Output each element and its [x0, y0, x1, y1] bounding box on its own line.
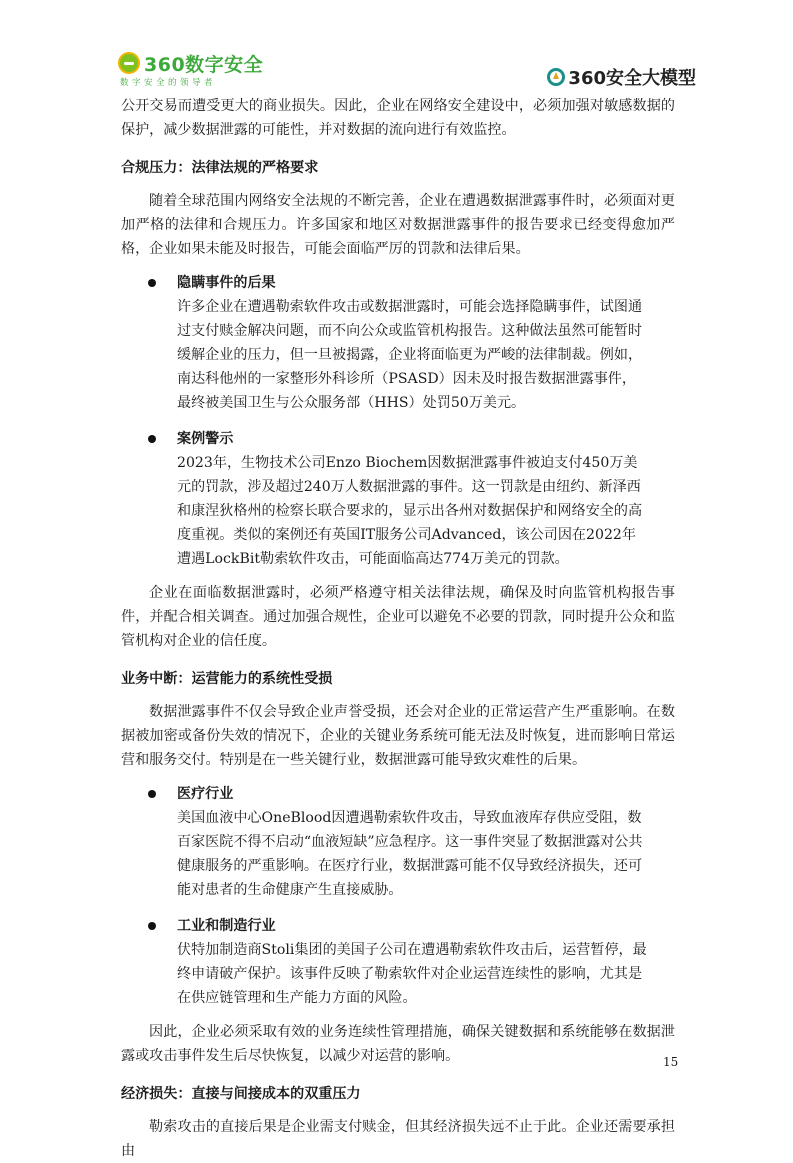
- paragraph: 勒索攻击的直接后果是企业需支付赎金，但其经济损失远不止于此。企业还需要承担由: [121, 1119, 675, 1159]
- paragraph: 公开交易而遭受更大的商业损失。因此，企业在网络安全建设中，必须加强对敏感数据的保护，减少数据泄露的可能性，并对数据的流向进行有效监控。: [121, 98, 675, 138]
- logo-icon: [118, 52, 140, 74]
- page-header: [0, 0, 793, 100]
- bullet-item: [121, 782, 648, 902]
- bullet-text: 2023年，生物技术公司Enzo Biochem因数据泄露事件被迫支付450万美元的罚款，涉及超过240万人数据泄露的事件。这一罚款是由纽约、新泽西和康涅狄格州的检察长联合要求的，显示出各州对数据保护和网络安全的高度重视。类似的案例还有英国IT服务公司Advanced，该公司因在2022年遭遇LockBit勒索软件攻击，可能面临高达774万美元的罚款。: [177, 455, 643, 567]
- bullet-dot-icon: [148, 435, 156, 443]
- section-heading-business: 业务中断：运营能力的系统性受损: [121, 671, 333, 687]
- bullet-dot-icon: [148, 790, 156, 798]
- bullet-dot-icon: [148, 279, 156, 287]
- page-number: 15: [663, 1055, 679, 1069]
- section-heading-economic: 经济损失：直接与间接成本的双重压力: [121, 1086, 361, 1102]
- bullet-text: 许多企业在遭遇勒索软件攻击或数据泄露时，可能会选择隐瞒事件，试图通过支付赎金解决问题，而不向公众或监管机构报告。这种做法虽然可能暂时缓解企业的压力，但一旦被揭露，企业将面临更为严峻的法律制裁。例如，南达科他州的一家整形外科诊所（PSASD）因未及时报告数据泄露事件，最终被美国卫生与公众服务部（HHS）处罚50万美元。: [177, 299, 643, 411]
- bullet-title: 工业和制造行业: [177, 918, 276, 934]
- bullet-text: 美国血液中心OneBlood因遭遇勒索软件攻击，导致血液库存供应受阻，数百家医院不得不启动“血液短缺”应急程序。这一事件突显了数据泄露对公共健康服务的严重影响。在医疗行业，数据泄露可能不仅导致经济损失，还可能对患者的生命健康产生直接威胁。: [177, 810, 643, 898]
- paragraph: 数据泄露事件不仅会导致企业声誉受损，还会对企业的正常运营产生严重影响。在数据被加密或备份失效的情况下，企业的关键业务系统可能无法及时恢复，进而影响日常运营和服务交付。特别是在一些关键行业，数据泄露可能导致灾难性的后果。: [121, 704, 675, 768]
- bullet-text: 伏特加制造商Stoli集团的美国子公司在遭遇勒索软件攻击后，运营暂停，最终申请破产保护。该事件反映了勒索软件对企业运营连续性的影响，尤其是在供应链管理和生产能力方面的风险。: [177, 942, 647, 1006]
- brand-logo-360-ai-model: [547, 64, 696, 90]
- bullet-title: 医疗行业: [177, 786, 234, 802]
- model-logo-text: 360安全大模型: [568, 68, 696, 89]
- bullet-item: [121, 427, 648, 571]
- document-body: [121, 94, 675, 1163]
- bullet-item: [121, 271, 648, 415]
- bullet-title: 隐瞒事件的后果: [177, 275, 276, 291]
- bullet-item: [121, 914, 648, 1010]
- bullet-dot-icon: [148, 922, 156, 930]
- logo-tagline: 数字安全的领导者: [120, 78, 217, 88]
- bullet-title: 案例警示: [177, 431, 234, 447]
- paragraph: 企业在面临数据泄露时，必须严格遵守相关法律法规，确保及时向监管机构报告事件，并配合相关调查。通过加强合规性，企业可以避免不必要的罚款，同时提升公众和监管机构对企业的信任度。: [121, 585, 675, 649]
- paragraph: 因此，企业必须采取有效的业务连续性管理措施，确保关键数据和系统能够在数据泄露或攻击事件发生后尽快恢复，以减少对运营的影响。: [121, 1024, 675, 1064]
- model-logo-icon: [547, 68, 565, 86]
- paragraph: 随着全球范围内网络安全法规的不断完善，企业在遭遇数据泄露事件时，必须面对更加严格的法律和合规压力。许多国家和地区对数据泄露事件的报告要求已经变得愈加严格，企业如果未能及时报告，可能会面临严厉的罚款和法律后果。: [121, 193, 675, 257]
- section-heading-compliance: 合规压力：法律法规的严格要求: [121, 160, 319, 176]
- logo-text: 360数字安全: [144, 54, 264, 76]
